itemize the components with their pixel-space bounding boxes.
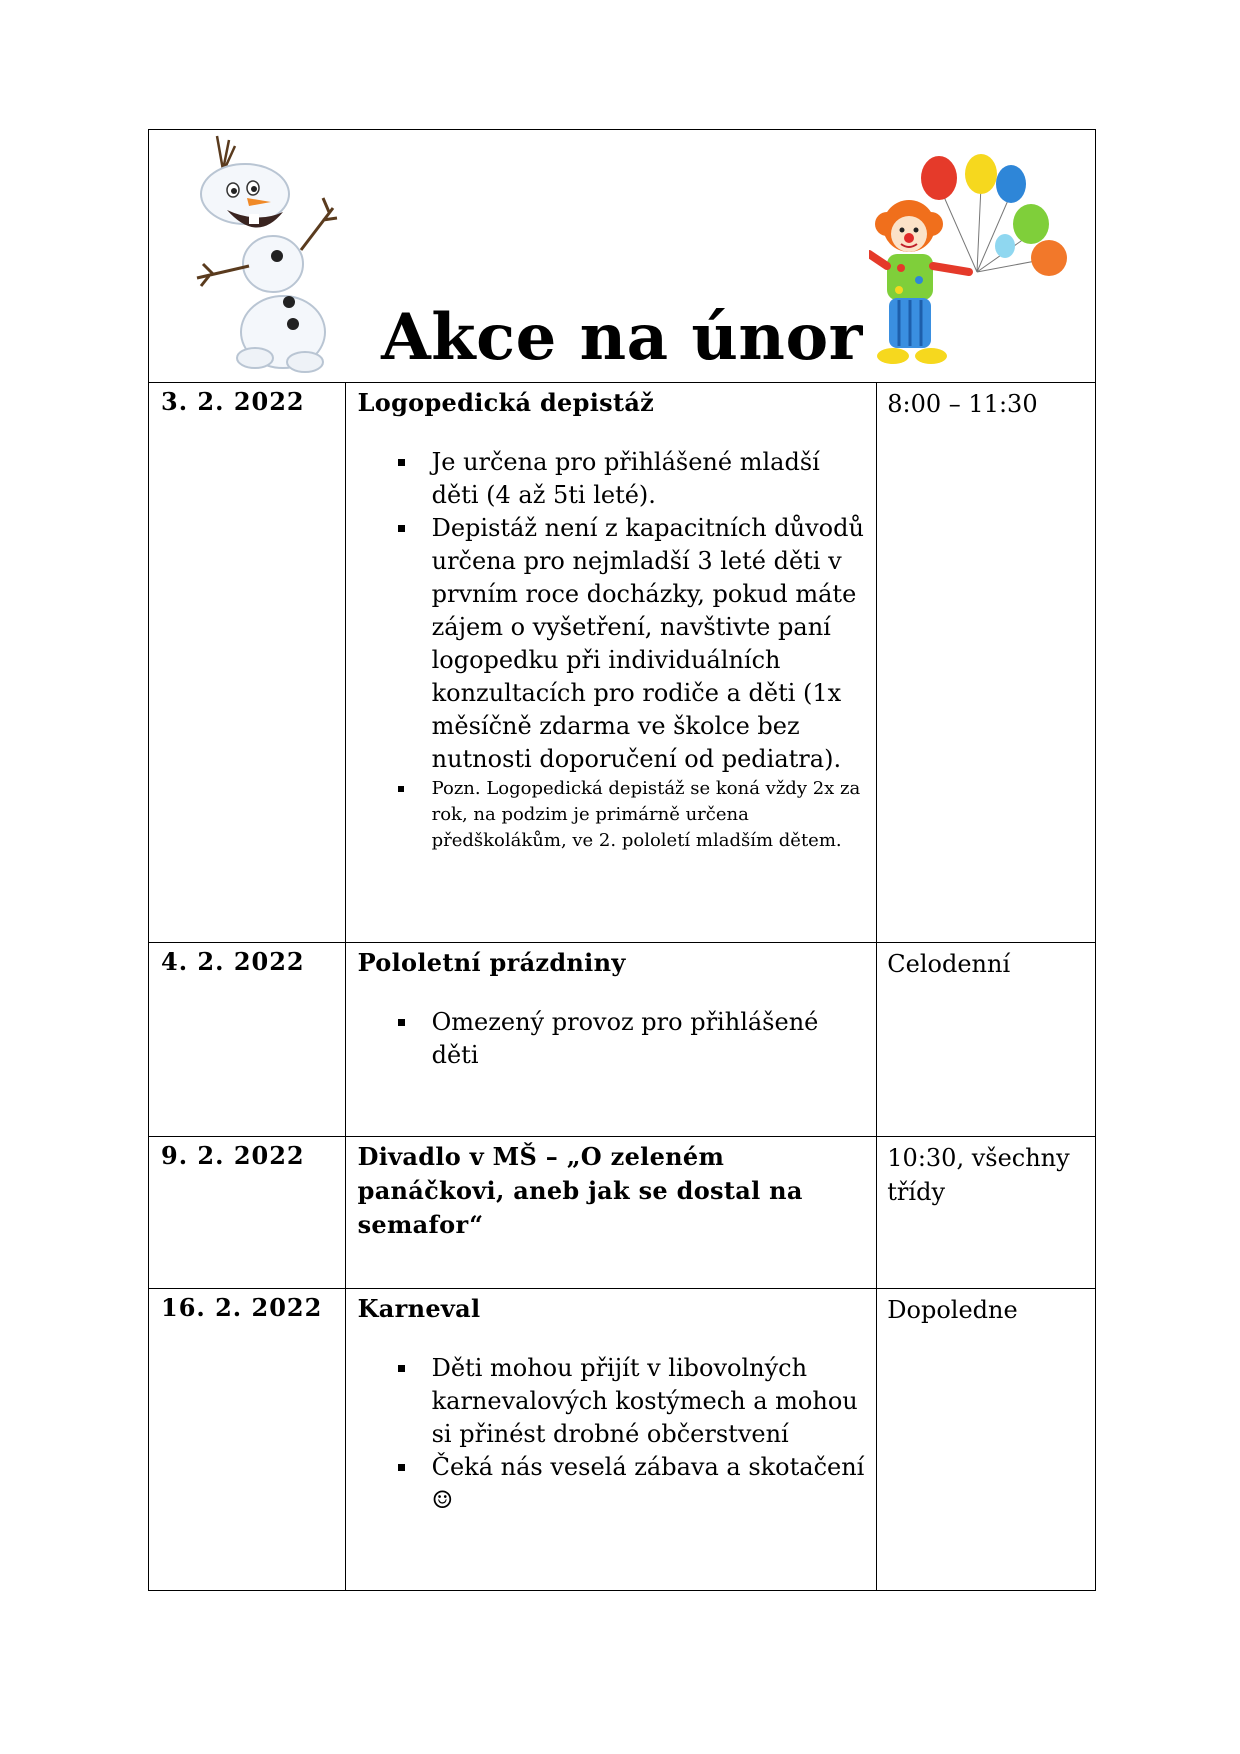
page-title: Akce na únor (381, 300, 863, 375)
event-bullet-list (358, 1352, 867, 1517)
clown-illustration (869, 150, 1069, 372)
event-bullet-list (358, 1006, 867, 1072)
event-title: Karneval (357, 1294, 481, 1323)
event-time: 10:30, všechny třídy (887, 1144, 1070, 1206)
event-row (149, 1137, 1096, 1289)
event-date: 3. 2. 2022 (161, 387, 305, 416)
event-note: Pozn. Logopedická depistáž se koná vždy 2x za rok, na podzim je primárně určena předškolákům, ve 2. pololetí mladším dětem. (398, 776, 867, 854)
event-row (149, 1289, 1096, 1591)
event-date: 4. 2. 2022 (161, 947, 305, 976)
event-bullet: Depistáž není z kapacitních důvodů určena pro nejmladší 3 leté děti v prvním roce docházky, pokud máte zájem o vyšetření, navštivte paní logopedku při individuálních konzultacích pro rodiče a děti (1x měsíčně zdarma ve školce bez nutnosti doporučení od pediatra). (398, 512, 867, 776)
event-title: Pololetní prázdniny (357, 948, 626, 977)
header-cell (149, 130, 1096, 383)
event-row (149, 943, 1096, 1137)
event-date: 16. 2. 2022 (161, 1293, 323, 1322)
event-bullet: Omezený provoz pro přihlášené děti (398, 1006, 867, 1072)
event-time: Celodenní (887, 950, 1011, 978)
event-time: 8:00 – 11:30 (887, 390, 1038, 418)
event-bullet: Děti mohou přijít v libovolných karnevalových kostýmech a mohou si přinést drobné občerstvení (398, 1352, 867, 1451)
event-date: 9. 2. 2022 (161, 1141, 305, 1170)
event-time: Dopoledne (887, 1296, 1018, 1324)
event-row (149, 383, 1096, 943)
event-title: Logopedická depistáž (357, 388, 655, 417)
event-bullet: Je určena pro přihlášené mladší děti (4 až 5ti leté). (398, 446, 867, 512)
events-table (148, 129, 1096, 1591)
event-title: Divadlo v MŠ – „O zeleném panáčkovi, aneb jak se dostal na semafor“ (357, 1142, 803, 1239)
event-bullet: Čeká nás veselá zábava a skotačení ☺ (398, 1451, 867, 1517)
event-bullet-list (358, 446, 867, 854)
